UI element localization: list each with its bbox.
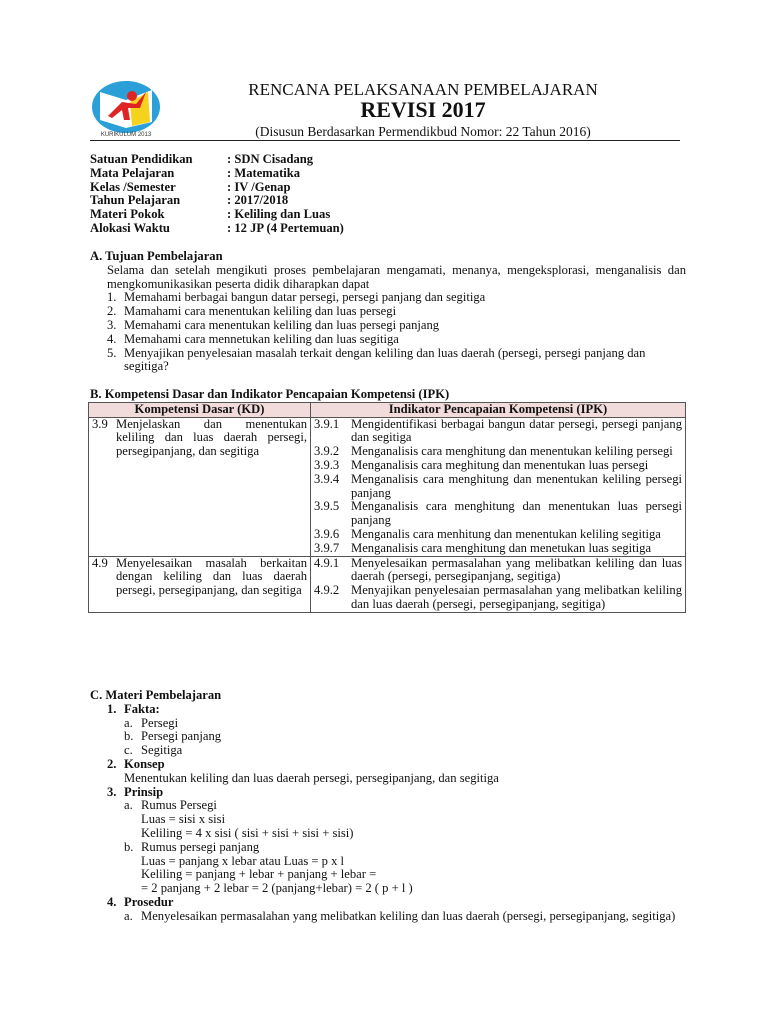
table-row: [89, 556, 686, 612]
ipk-number: 3.9.4: [314, 471, 340, 486]
section-c: [90, 689, 686, 924]
item-letter: c.: [124, 743, 133, 758]
list-item: [124, 910, 686, 924]
competency-table: [88, 402, 686, 613]
ipk-number: 3.9.7: [314, 540, 340, 555]
item-letter: b.: [124, 729, 134, 744]
kurikulum-2013-logo: [90, 80, 162, 138]
item-number: 3.: [107, 317, 117, 332]
ipk-number: 3.9.3: [314, 457, 340, 472]
ipk-text: Menganalis cara menhitung dan menentukan keliling segitiga: [351, 526, 661, 541]
column-header-kd: Kompetensi Dasar (KD): [89, 402, 311, 417]
subsection-title: Konsep: [124, 756, 165, 771]
ipk-number: 3.9.5: [314, 499, 340, 514]
item-text: Memahami berbagai bangun datar persegi, persegi panjang dan segitiga: [124, 290, 486, 305]
list-item: [107, 305, 686, 319]
svg-text:KURIKULUM 2013: KURIKULUM 2013: [100, 132, 152, 138]
ipk-number: 3.9.6: [314, 526, 340, 541]
subsection-title: Prosedur: [124, 894, 174, 909]
formula-title: Rumus Persegi: [141, 798, 217, 813]
identity-label: Materi Pokok: [90, 207, 165, 222]
kd-text: Menjelaskan dan menentukan keliling dan luas daerah persegi, persegipanjang, dan segitiga: [116, 416, 307, 459]
identity-label: Alokasi Waktu: [90, 220, 170, 235]
ipk-text: Menganalisis cara menghitung dan menentukan keliling persegi panjang: [351, 471, 682, 500]
item-number: 4.: [107, 894, 117, 909]
ipk-text: Menyajikan penyelesaian permasalahan yang melibatkan keliling dan luas daerah (persegi, persegipanjang, segitiga): [351, 583, 682, 611]
item-letter: a.: [124, 908, 133, 923]
kd-cell: [89, 556, 311, 612]
ipk-text: Menyelesaikan permasalahan yang melibatkan keliling dan luas daerah (persegi, persegipanjang, segitiga): [351, 555, 682, 584]
subsection-title: Prinsip: [124, 784, 164, 799]
item-number: 4.: [107, 331, 117, 346]
item-text: Mamahami cara menentukan keliling dan luas persegi: [124, 304, 397, 319]
item-letter: b.: [124, 839, 134, 854]
item-number: 5.: [107, 345, 117, 360]
item-letter: a.: [124, 798, 133, 813]
table-header-row: [89, 402, 686, 417]
ipk-number: 4.9.1: [314, 555, 340, 570]
column-header-ipk: Indikator Pencapaian Kompetensi (IPK): [311, 402, 686, 417]
ipk-text: Menganalisis cara menghitung dan menetukan luas segitiga: [351, 540, 652, 555]
list-item: [124, 730, 686, 744]
section-c-heading: C. Materi Pembelajaran: [90, 688, 222, 702]
identity-label: Satuan Pendidikan: [90, 152, 193, 166]
formula-line: Luas = panjang x lebar atau Luas = p x l: [141, 853, 345, 868]
formula-title: Rumus persegi panjang: [141, 839, 260, 854]
item-number: 1.: [107, 290, 117, 305]
kd-text: Menyelesaikan masalah berkaitan dengan keliling dan luas daerah persegi, persegipanjang, dan segitiga: [116, 555, 307, 598]
item-number: 1.: [107, 701, 117, 716]
formula-line: = 2 panjang + 2 lebar = 2 (panjang+lebar) = 2 ( p + l ): [141, 881, 413, 896]
section-b-heading: B. Kompetensi Dasar dan Indikator Pencapaian Kompetensi (IPK): [90, 387, 450, 401]
section-a: [90, 250, 686, 374]
item-text: Segitiga: [141, 743, 183, 758]
item-text: Persegi: [141, 715, 179, 730]
document-subtitle: REVISI 2017: [360, 97, 486, 122]
item-text: Persegi panjang: [141, 729, 222, 744]
kd-number: 3.9: [92, 416, 108, 431]
konsep-text: Menentukan keliling dan luas daerah persegi, persegipanjang, dan segitiga: [124, 770, 499, 785]
item-number: 2.: [107, 304, 117, 319]
list-item: [124, 799, 686, 840]
formula-line: Keliling = 4 x sisi ( sisi + sisi + sisi + sisi): [141, 825, 354, 840]
identity-label: Kelas /Semester: [90, 179, 176, 194]
list-item: [124, 841, 686, 896]
item-text: Memahami cara mennetukan keliling dan luas segitiga: [124, 331, 399, 346]
item-text: Menyelesaikan permasalahan yang melibatkan keliling dan luas daerah (persegi, persegipanjang, segitiga): [141, 908, 676, 923]
section-a-intro: Selama dan setelah mengikuti proses pembelajaran mengamati, menanya, mengeksplorasi, menganalisis dan mengkomunikasikan peserta didik diharapkan dapat: [107, 262, 686, 291]
subsection-fakta: [107, 703, 686, 717]
item-text: Menyajikan penyelesaian masalah terkait dengan keliling dan luas daerah (persegi, persegi panjang dan segitiga?: [124, 345, 646, 374]
header-divider: [90, 140, 680, 141]
ipk-number: 3.9.1: [314, 416, 340, 431]
identity-block: [90, 153, 686, 236]
identity-value: : Matematika: [227, 165, 301, 180]
identity-value: : 2017/2018: [227, 193, 289, 208]
identity-value: : SDN Cisadang: [227, 152, 314, 166]
ipk-cell: [311, 417, 686, 556]
formula-line: Luas = sisi x sisi: [141, 812, 226, 827]
ipk-number: 4.9.2: [314, 583, 340, 598]
item-letter: a.: [124, 715, 133, 730]
kd-number: 4.9: [92, 555, 108, 570]
subsection-prinsip: [107, 786, 686, 800]
document-title: RENCANA PELAKSANAAN PEMBELAJARAN: [248, 80, 598, 99]
ipk-text: Mengidentifikasi berbagai bangun datar persegi, persegi panjang dan segitiga: [351, 416, 682, 445]
list-item: [107, 319, 686, 333]
document-basis: (Disusun Berdasarkan Permendikbud Nomor: 22 Tahun 2016): [255, 124, 591, 139]
kd-cell: [89, 417, 311, 556]
ipk-text: Menganalisis cara menghitung dan menentukan keliling persegi: [351, 444, 673, 459]
list-item: [107, 347, 686, 375]
item-number: 3.: [107, 784, 117, 799]
list-item: [124, 744, 686, 758]
identity-label: Tahun Pelajaran: [90, 193, 181, 208]
identity-value: : 12 JP (4 Pertemuan): [227, 220, 344, 235]
subsection-title: Fakta:: [124, 701, 160, 716]
section-a-heading: A. Tujuan Pembelajaran: [90, 249, 223, 263]
item-text: Memahami cara menentukan keliling dan luas persegi panjang: [124, 317, 440, 332]
list-item: [107, 291, 686, 305]
subsection-prosedur: [107, 896, 686, 910]
formula-line: Keliling = panjang + lebar + panjang + lebar =: [141, 867, 377, 882]
ipk-cell: [311, 556, 686, 612]
table-row: [89, 417, 686, 556]
list-item: [107, 333, 686, 347]
identity-value: : Keliling dan Luas: [227, 207, 331, 222]
section-b: [90, 388, 686, 613]
ipk-text: Menganalisis cara meghitung dan menentukan luas persegi: [351, 457, 649, 472]
item-number: 2.: [107, 756, 117, 771]
identity-value: : IV /Genap: [227, 179, 291, 194]
ipk-text: Menganalisis cara menghitung dan menentukan luas persegi panjang: [351, 499, 682, 528]
list-item: [124, 717, 686, 731]
ipk-number: 3.9.2: [314, 444, 340, 459]
subsection-konsep: [107, 758, 686, 772]
identity-label: Mata Pelajaran: [90, 165, 175, 180]
